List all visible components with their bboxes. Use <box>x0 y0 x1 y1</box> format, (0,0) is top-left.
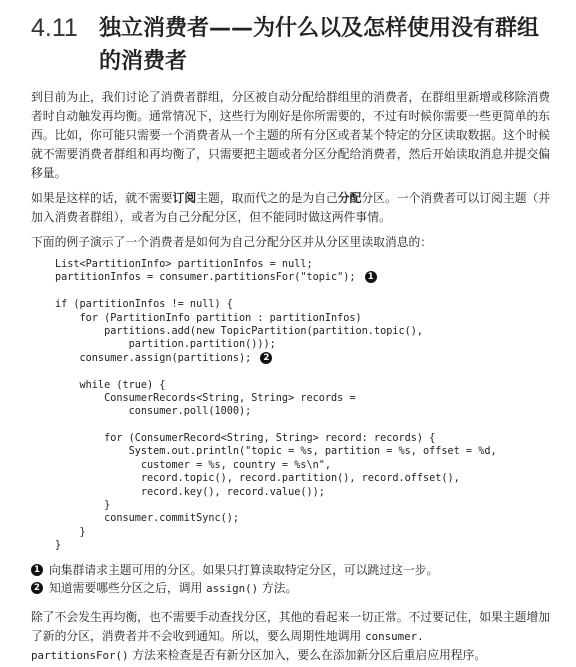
section-title: 独立消费者——为什么以及怎样使用没有群组的消费者 <box>99 16 540 74</box>
paragraph-subscribe-vs-assign <box>31 189 556 227</box>
code-line: partitionInfos = consumer.partitionsFor("topic"); 1 <box>55 271 556 284</box>
code-line: } <box>55 540 62 552</box>
code-line <box>55 285 556 298</box>
code-line: record.key(), record.value()); <box>55 486 325 498</box>
code-line: while (true) { <box>55 379 166 391</box>
code-line: customer = %s, country = %s\n", <box>55 459 332 471</box>
code-line <box>55 365 556 378</box>
text-segment: 如果是这样的话，就不需要 <box>31 191 173 205</box>
callout-notes <box>31 561 556 598</box>
section-heading <box>31 12 556 78</box>
code-line: partition.partition())); <box>55 339 276 351</box>
inline-code: consumer. <box>365 629 424 643</box>
code-line: consumer.poll(1000); <box>55 406 252 418</box>
callout-2-icon: 2 <box>260 352 272 364</box>
section-number: 4.11 <box>31 14 78 42</box>
code-line: for (ConsumerRecord<String, String> record: records) { <box>55 433 436 445</box>
bold-assign: 分配 <box>337 191 362 205</box>
inline-code: assign() <box>206 581 259 595</box>
paragraph-closing <box>31 608 556 665</box>
text-segment: 主题，取而代之的是为自己 <box>196 191 338 205</box>
code-line: consumer.assign(partitions); 2 <box>55 352 556 365</box>
code-line <box>55 419 556 432</box>
note-2 <box>31 579 556 598</box>
callout-1-icon: 1 <box>365 271 377 283</box>
callout-1-icon: 1 <box>31 564 43 576</box>
code-line: partitions.add(new TopicPartition(partition.topic(), <box>55 325 424 337</box>
code-line: } <box>55 500 111 512</box>
code-line: System.out.println("topic = %s, partition = %s, offset = %d, <box>55 446 497 458</box>
code-line: } <box>55 526 86 538</box>
text-segment: 分区。一个消费者可以订阅主题（并加入消费者群组），或者为自己分配分区，但不能同时做这两件事情。 <box>31 191 551 224</box>
note-2-text: 知道需要哪些分区之后，调用 assign() 方法。 <box>49 580 298 595</box>
code-block <box>55 258 556 553</box>
code-line: if (partitionInfos != null) { <box>55 299 233 311</box>
code-line: record.topic(), record.partition(), record.offset(), <box>55 473 460 485</box>
code-line: consumer.commitSync(); <box>55 513 240 525</box>
paragraph-intro: 到目前为止，我们讨论了消费者群组，分区被自动分配给群组里的消费者，在群组里新增或移除消费者时自动触发再均衡。通常情况下，这些行为刚好是你所需要的，不过有时候你需要一些更简单的东西。比如，你可能只需要一个消费者从一个主题的所有分区或者某个特定的分区读取数据。这个时候就不需要消费者群组和再均衡了，只需要把主题或者分区分配给消费者，然后开始读取消息并提交偏移量。 <box>31 90 551 180</box>
text-segment: 除了不会发生再均衡，也不需要手动查找分区，其他的看起来一切正常。不过要记住，如果主题增加了新的分区，消费者并不会收到通知。所以，要么周期性地调用 <box>31 609 551 643</box>
code-line: List<PartitionInfo> partitionInfos = null; <box>55 259 313 270</box>
bold-subscribe: 订阅 <box>172 191 197 205</box>
paragraph-example-intro: 下面的例子演示了一个消费者是如何为自己分配分区并从分区里读取消息的： <box>31 235 433 249</box>
text-segment: 方法来检查是否有新分区加入，要么在添加新分区后重启应用程序。 <box>128 647 487 662</box>
inline-code: partitionsFor() <box>31 648 129 662</box>
code-line: for (PartitionInfo partition : partitionInfos) <box>55 312 362 324</box>
code-line: ConsumerRecords<String, String> records = <box>55 392 356 404</box>
note-1-text: 向集群请求主题可用的分区。如果只打算读取特定分区，可以跳过这一步。 <box>49 562 439 577</box>
note-1 <box>31 561 556 579</box>
callout-2-icon: 2 <box>31 582 43 594</box>
